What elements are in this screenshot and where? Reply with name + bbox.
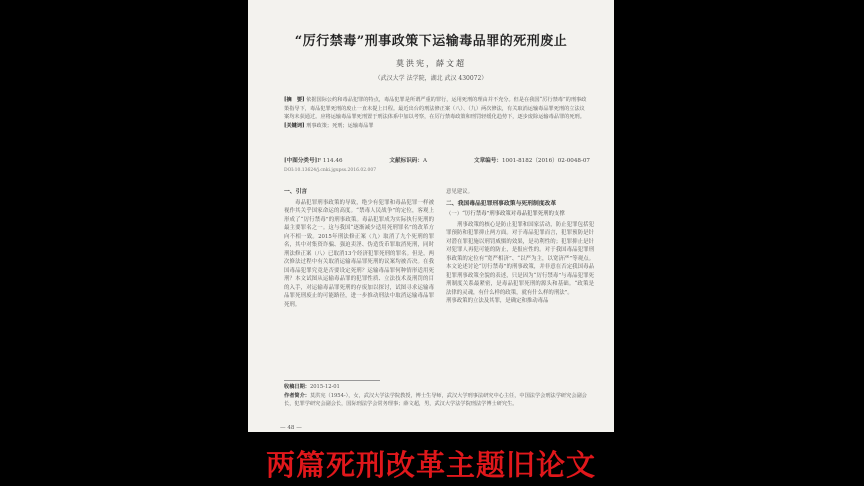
- author-info: 作者简介：莫洪宪（1954-），女，武汉大学法学院教授，博士生导师，武汉大学刑事法研究中心主任，中国法学会刑法学研究会副会长，犯罪学研究会副会长，国际刑法学会常务理事；薛文超，男，武汉大学法学院刑法学博士研究生。: [284, 393, 587, 407]
- footnote-divider: [284, 380, 380, 381]
- paper-authors: 莫洪宪，薛文超: [396, 59, 466, 68]
- paper-page: [248, 0, 614, 432]
- article-number: 文章编号：1001-8182（2016）02-0048-07: [473, 158, 590, 164]
- keywords-label: [关键词]: [284, 122, 305, 129]
- doi: DOI:10.13624/j.cnki.jgupss.2016.02.007: [284, 168, 377, 173]
- section-2-continuation: 刑事政策的立法及其罪，是确定和推动毒品: [446, 298, 549, 304]
- paper-affiliation: （武汉大学 法学院，湖北 武汉 430072）: [374, 75, 488, 82]
- clc-code: [中图分类号]F 114.46: [284, 158, 343, 164]
- right-column: [446, 188, 594, 306]
- page-number: — 48 —: [280, 425, 302, 431]
- section-2-paragraph: 刑事政策的核心是防止犯罪和国家活动，防止犯罪包括犯罪预防和犯罪抑止两方面。对于毒品犯罪而言，犯罪预防是针对潜在罪犯施以刑罚威慑的效果，是功利性的；犯罪抑止是针对犯罪人再犯可能的防止，是报应性的。对于我国毒品犯罪刑事政策的定位有“宽严相济”、“以严为主，以宽济严”等观点。本文论述讨论“厉行禁毒”的刑事政策，并非意在否定我国毒品犯罪刑事政策全貌的表述，只是因为“厉行禁毒”与毒品犯罪死刑制度关系最紧密，是毒品犯罪死刑的源头和基础。“政策是法律的灵魂，有什么样的政策，就有什么样的刑法”。: [446, 221, 594, 296]
- caption-banner: [248, 440, 614, 486]
- left-column: [284, 188, 434, 309]
- abstract-label: [摘 要]: [284, 97, 305, 103]
- received-date: 收稿日期：2015-12-01: [284, 384, 340, 390]
- paper-title: “厉行禁毒”刑事政策下运输毒品罪的死刑废止: [294, 34, 568, 49]
- abstract-text: 依据国际公约和毒品犯罪的特点，毒品犯罪是所谓严重的罪行，运用死刑的理由并不充分。但是在我国“厉行禁毒”的刑事政策指导下，毒品犯罪死刑的废止一直未提上日程。最近出台的刑法修正案（八）、（九）两次修法，有关取消运输毒品罪死刑的立法议案均未获通过。应将运输毒品罪死刑置于刑法体系中加以考察，在厉行禁毒政策和刑罚轻缓化趋势下，逐步废除运输毒品罪的死刑。: [284, 97, 587, 121]
- document-code: 文献标识码：A: [389, 158, 428, 164]
- keywords-text: 刑事政策；死刑；运输毒品罪: [306, 122, 374, 129]
- section-1-continuation: 意见建议。: [446, 189, 473, 195]
- section-2-heading: 二、我国毒品犯罪刑事政策与死刑制度改革: [446, 200, 557, 207]
- section-1-paragraph: 毒品犯罪刑事政策的导致，绝少有犯罪和毒品犯罪一样被视作其关乎国家命运的高度。“禁毒人民战争”的定位，客观上形成了“厉行禁毒”的刑事政策。毒品犯罪成为实际执行死刑的最主要罪名之一。这与我国“逐渐减少适用死刑罪名”的改革方向不相一致。2015年刑法修正案（九）取消了九个死刑的罪名，其中对集资诈骗、强迫卖淫、伪造货币罪取消死刑，同时刑法修正案（八）已取消13个经济犯罪死刑的罪名。但是，两次修法过程中有关取消运输毒品罪死刑的议案均被否决。在我国毒品犯罪究竟是否要设定死刑？运输毒品罪何种情形适用死刑？本文试图从运输毒品罪的犯罪性质、立法技术及刑罚的目的入手，对运输毒品罪死刑的存废加以探讨，试图寻求运输毒品罪死刑废止的可能路径，进一步推动刑法中取消运输毒品罪死刑。: [284, 199, 434, 308]
- section-1-heading: 一、引言: [284, 189, 308, 195]
- abstract-block: [284, 96, 590, 130]
- classification-row: [284, 156, 590, 164]
- section-2-subheading: （一）“厉行禁毒”刑事政策对毒品犯罪死刑的支撑: [446, 211, 565, 217]
- caption-text: 两篇死刑改革主题旧论文: [265, 447, 596, 482]
